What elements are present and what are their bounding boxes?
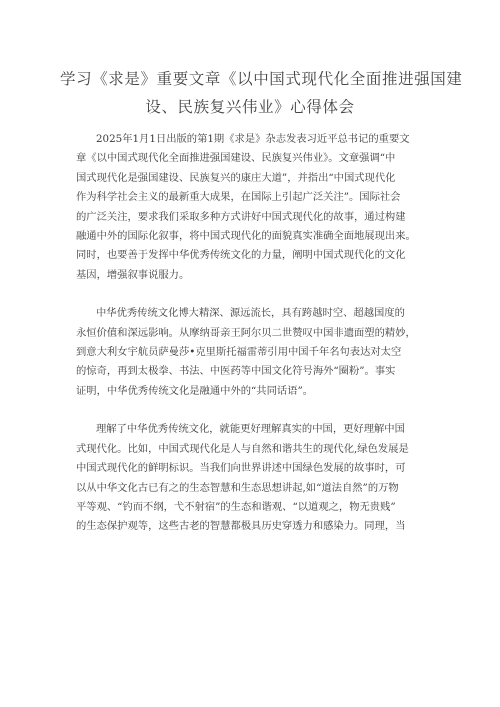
text-line: 式现代化。比如，中国式现代化是人与自然和谐共生的现代化,绿色发展是 <box>76 442 409 455</box>
text-line: 国式现代化是强国建设、民族复兴的康庄大道”，并指出“中国式现代化 <box>76 171 396 184</box>
document-body <box>76 130 426 556</box>
text-line: 理解了中华优秀传统文化，就能更好理解真实的中国，更好理解中国 <box>96 423 405 436</box>
text-line: 以从中华文化古已有之的生态智慧和生态思想讲起,如“道法自然”的万物 <box>76 481 399 494</box>
text-line: 中国式现代化的鲜明标识。当我们向世界讲述中国绿色发展的故事时，可 <box>76 462 406 475</box>
text-line: 同时，也要善于发挥中华优秀传统文化的力量，阐明中国式现代化的文化 <box>76 249 406 262</box>
text-line: 融通中外的国际化叙事，将中国式现代化的面貌真实准确全面地展现出来。 <box>76 230 416 243</box>
text-line: 作为科学社会主义的最新重大成果，在国际上引起广泛关注”。国际社会 <box>76 191 401 204</box>
text-line: 到意大利女宇航员萨曼莎•克里斯托福雷蒂引用中国千年名句表达对太空 <box>76 346 402 359</box>
text-line: 证明，中华优秀传统文化是融通中外的“共同话语”。 <box>76 384 314 397</box>
document-title <box>60 65 463 121</box>
text-line: 2025年1月1日出版的第1期《求是》杂志发表习近平总书记的重要文 <box>96 133 410 145</box>
text-line: 基因，增强叙事说服力。 <box>76 268 190 281</box>
text-line: 章《以中国式现代化全面推进强国建设、民族复兴伟业》。文章强调“中 <box>76 152 396 165</box>
text-line: 的生态保护观等，这些古老的智慧都极具历史穿透力和感染力。同理，当 <box>76 520 406 533</box>
paragraph <box>76 304 426 401</box>
text-line: 的广泛关注，要求我们采取多种方式讲好中国式现代化的故事，通过构建 <box>76 210 406 223</box>
title-line: 学习《求是》重要文章《以中国式现代化全面推进强国建 <box>60 70 463 88</box>
text-line: 的惊奇，再到太极拳、书法、中医药等中国文化符号海外“圈粉”。事实 <box>76 365 396 378</box>
text-line: 平等观、“钓而不纲，弋不射宿”的生态和谐观、“以道观之，物无贵贱” <box>76 500 396 513</box>
title-line: 设、民族复兴伟业》心得体会 <box>145 98 355 116</box>
text-line: 中华优秀传统文化博大精深、源远流长，具有跨越时空、超越国度的 <box>96 307 405 320</box>
paragraph <box>76 130 426 285</box>
paragraph <box>76 420 426 536</box>
text-line: 永恒价值和深远影响。从摩纳哥亲王阿尔贝二世赞叹中国非遗面塑的精妙， <box>76 326 416 339</box>
